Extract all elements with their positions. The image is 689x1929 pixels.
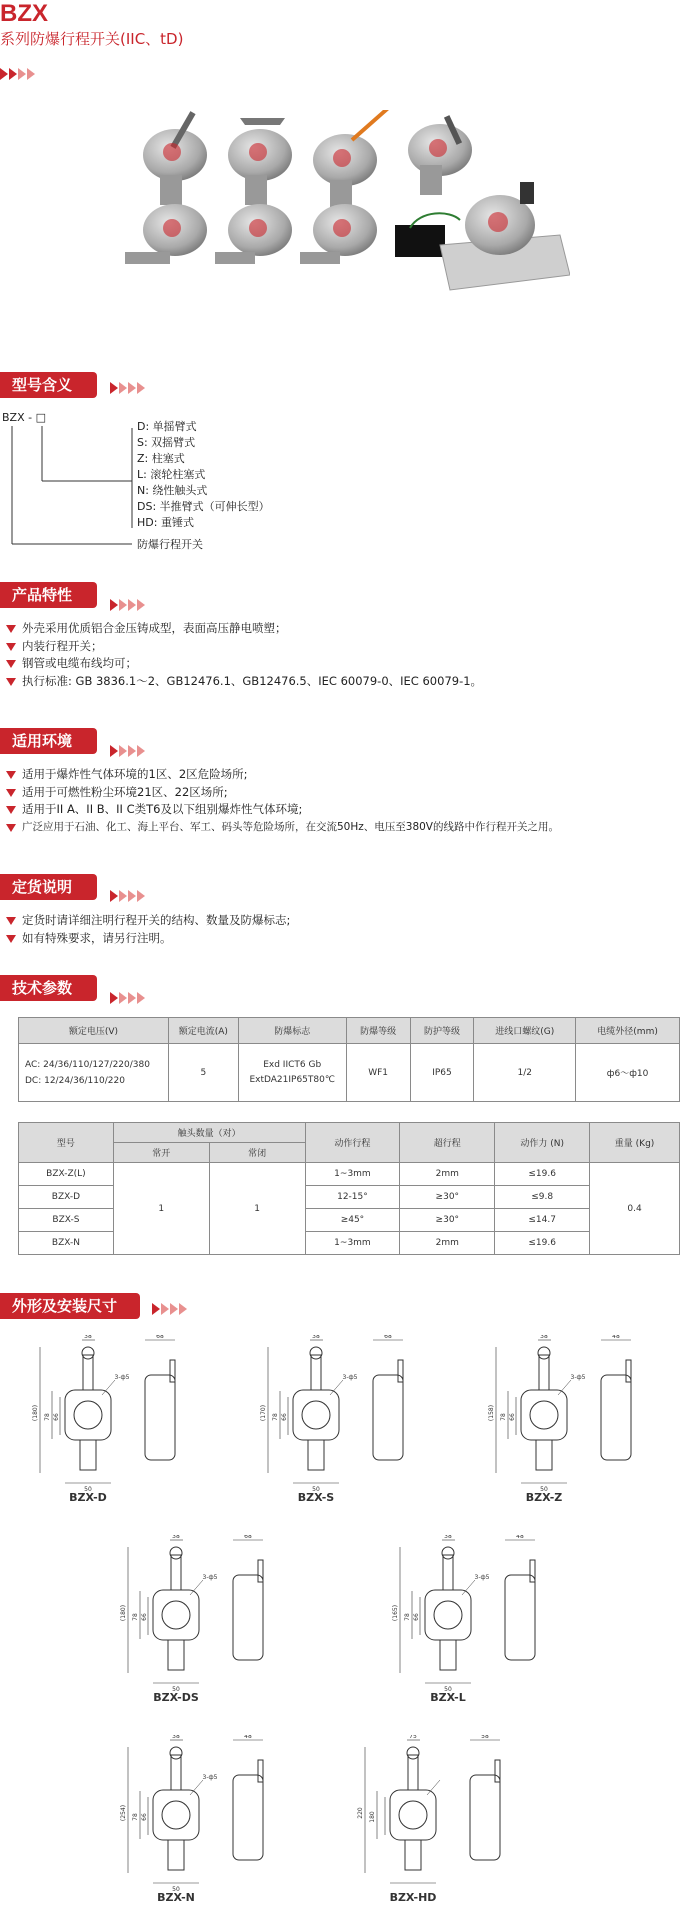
- cable-entry: [308, 1440, 324, 1470]
- model-option: D: 单摇臂式: [137, 420, 197, 433]
- dim-height: (165): [392, 1604, 399, 1622]
- actuator: [539, 1355, 549, 1390]
- table-cell: ≤9.8: [495, 1186, 590, 1209]
- actuator: [443, 1555, 453, 1590]
- dim-side-width: 68: [244, 1535, 252, 1540]
- table-cell: ≤19.6: [495, 1232, 590, 1255]
- front-cover: [530, 1401, 558, 1429]
- table-cell: ≤19.6: [495, 1163, 590, 1186]
- dimension-drawing-bzx-l: [380, 1535, 580, 1705]
- dim-base: 50: [172, 1686, 180, 1693]
- dim-side-width: 68: [384, 1335, 392, 1340]
- table-cell-mark: [238, 1044, 346, 1102]
- table-cell: 12-15°: [305, 1186, 400, 1209]
- cable-entry: [168, 1840, 184, 1870]
- page-subtitle: 系列防爆行程开关(IIC、tD): [0, 30, 184, 48]
- section-chevrons: [110, 989, 146, 1001]
- dim-height: (180): [120, 1604, 127, 1622]
- product-photo: [120, 110, 570, 325]
- front-body: [390, 1790, 436, 1840]
- table-header: 防爆等级: [346, 1018, 410, 1044]
- table-cell: BZX-Z(L): [19, 1163, 114, 1186]
- actuator: [83, 1355, 93, 1390]
- side-body: [233, 1575, 263, 1660]
- drawing-caption: BZX-D: [69, 1491, 107, 1504]
- table-cell: 1~3mm: [305, 1163, 400, 1186]
- drawing-caption: BZX-HD: [389, 1891, 437, 1904]
- cable-entry: [440, 1640, 456, 1670]
- dim-height-3: 66: [509, 1413, 516, 1421]
- table-header: 触头数量（对）: [113, 1123, 305, 1143]
- model-option: DS: 半推臂式（可伸长型）: [137, 500, 270, 513]
- cable-entry: [405, 1840, 421, 1870]
- dim-base: 50: [84, 1486, 92, 1493]
- ex-mark-gas: Exd IICT6 Gb: [263, 1059, 322, 1070]
- dim-width: 75: [409, 1735, 417, 1740]
- table-cell: 1: [113, 1163, 209, 1255]
- environment-list: [0, 766, 559, 836]
- table-cell: 1: [209, 1163, 305, 1255]
- table-cell: 2mm: [400, 1163, 495, 1186]
- model-option: N: 绕性触头式: [137, 484, 208, 497]
- table-cell: 5: [168, 1044, 238, 1102]
- model-diagram-lines: [0, 418, 140, 553]
- side-body: [601, 1375, 631, 1460]
- table-header: 重量 (Kg): [590, 1123, 680, 1163]
- front-cover: [74, 1401, 102, 1429]
- dim-holes: 3-ф5: [202, 1774, 218, 1781]
- front-body: [293, 1390, 339, 1440]
- dim-width: 38: [540, 1335, 548, 1340]
- dim-width: 38: [444, 1535, 452, 1540]
- dim-base: 50: [312, 1486, 320, 1493]
- cable-entry: [536, 1440, 552, 1470]
- table-cell: BZX-D: [19, 1186, 114, 1209]
- section-chevrons: [110, 379, 146, 391]
- front-body: [153, 1790, 199, 1840]
- table-row: [19, 1163, 680, 1186]
- dim-height-2: 78: [500, 1413, 507, 1421]
- dim-height-3: 66: [141, 1613, 148, 1621]
- roller: [82, 1347, 94, 1359]
- switch-4: [408, 115, 472, 195]
- switch-1: [143, 111, 207, 205]
- dim-holes: 3-ф5: [202, 1574, 218, 1581]
- table-header: 额定电压(V): [19, 1018, 169, 1044]
- dim-width: 38: [172, 1535, 180, 1540]
- model-base-label: 防爆行程开关: [137, 538, 203, 551]
- table-header: 超行程: [400, 1123, 495, 1163]
- dimension-drawing-bzx-hd: [345, 1735, 585, 1905]
- list-item: 广泛应用于石油、化工、海上平台、军工、码头等危险场所，在交流50Hz、电压至380V的线路中作行程开关之用。: [0, 819, 559, 837]
- table-cell: 0.4: [590, 1163, 680, 1255]
- ordering-list: [0, 912, 290, 947]
- features-list: [0, 620, 482, 690]
- ex-mark-dust: ExtDA21IP65T80℃: [249, 1074, 335, 1085]
- front-body: [425, 1590, 471, 1640]
- dim-base: 50: [540, 1486, 548, 1493]
- switch-5: [125, 204, 207, 264]
- dim-width: 38: [84, 1335, 92, 1340]
- roller: [310, 1347, 322, 1359]
- actuator: [171, 1755, 181, 1790]
- switch-8: [395, 182, 570, 290]
- dim-holes: 3-ф5: [114, 1374, 130, 1381]
- table-cell: 1/2: [474, 1044, 576, 1102]
- dimension-drawing-bzx-z: [476, 1335, 676, 1505]
- roller: [170, 1747, 182, 1759]
- side-body: [373, 1375, 403, 1460]
- dim-height: (254): [120, 1804, 127, 1822]
- dim-width: 38: [312, 1335, 320, 1340]
- voltage-ac: AC: 24/36/110/127/220/380: [25, 1059, 150, 1070]
- front-body: [153, 1590, 199, 1640]
- model-options: [137, 419, 270, 531]
- table-cell: ≤14.7: [495, 1209, 590, 1232]
- dim-height-2: 78: [132, 1813, 139, 1821]
- tech-table-2: [18, 1122, 680, 1255]
- dim-height-3: 66: [413, 1613, 420, 1621]
- table-cell: ф6～ф10: [576, 1044, 680, 1102]
- dim-side-width: 48: [612, 1335, 620, 1340]
- section-header-ordering: 定货说明: [0, 874, 97, 900]
- list-item: 定货时请详细注明行程开关的结构、数量及防爆标志;: [0, 912, 290, 930]
- dim-height-2: 78: [132, 1613, 139, 1621]
- cable-entry: [168, 1640, 184, 1670]
- dimension-drawing-bzx-ds: [108, 1535, 308, 1705]
- list-item: 外壳采用优质铝合金压铸成型，表面高压静电喷塑；: [0, 620, 482, 638]
- table-cell-voltage: [19, 1044, 169, 1102]
- model-option: HD: 重锤式: [137, 516, 194, 529]
- table-cell: IP65: [410, 1044, 474, 1102]
- table-cell: ≥45°: [305, 1209, 400, 1232]
- switch-3: [313, 110, 395, 210]
- table-cell: ≥30°: [400, 1209, 495, 1232]
- table-cell: WF1: [346, 1044, 410, 1102]
- table-header: 防护等级: [410, 1018, 474, 1044]
- front-body: [521, 1390, 567, 1440]
- section-chevrons: [110, 742, 146, 754]
- section-header-tech: 技术参数: [0, 975, 97, 1001]
- dim-side-width: 48: [244, 1735, 252, 1740]
- actuator: [311, 1355, 321, 1390]
- cable-entry: [80, 1440, 96, 1470]
- model-option: Z: 柱塞式: [137, 452, 185, 465]
- drawing-caption: BZX-N: [157, 1891, 195, 1904]
- switch-2: [228, 118, 292, 205]
- section-chevrons: [110, 887, 146, 899]
- side-body: [505, 1575, 535, 1660]
- table-header: 常开: [113, 1143, 209, 1163]
- dim-side-width: 68: [156, 1335, 164, 1340]
- voltage-dc: DC: 12/24/36/110/220: [25, 1075, 125, 1086]
- dim-height-3: 66: [53, 1413, 60, 1421]
- dim-height: (170): [260, 1404, 267, 1422]
- side-body: [145, 1375, 175, 1460]
- switch-7: [300, 204, 377, 264]
- front-body: [65, 1390, 111, 1440]
- roller: [407, 1747, 419, 1759]
- section-header-model: 型号含义: [0, 372, 97, 398]
- section-header-features: 产品特性: [0, 582, 97, 608]
- dim-holes: 3-ф5: [570, 1374, 586, 1381]
- dim-holes: 3-ф5: [342, 1374, 358, 1381]
- table-header: 防爆标志: [238, 1018, 346, 1044]
- dim-holes: 3-ф5: [474, 1574, 490, 1581]
- roller: [170, 1547, 182, 1559]
- list-item: 钢管或电缆布线均可；: [0, 655, 482, 673]
- dim-height: 220: [357, 1807, 364, 1819]
- dim-base: 50: [172, 1886, 180, 1893]
- section-chevrons: [110, 596, 146, 608]
- front-cover: [399, 1801, 427, 1829]
- dim-height-2: 78: [404, 1613, 411, 1621]
- front-cover: [434, 1601, 462, 1629]
- list-item: 适用于爆炸性气体环境的1区、2区危险场所;: [0, 766, 559, 784]
- table-cell: BZX-N: [19, 1232, 114, 1255]
- table-header: 型号: [19, 1123, 114, 1163]
- front-cover: [302, 1401, 330, 1429]
- switch-6: [215, 204, 292, 264]
- table-cell: BZX-S: [19, 1209, 114, 1232]
- table-header: 进线口螺纹(G): [474, 1018, 576, 1044]
- section-header-dimensions: 外形及安装尺寸: [0, 1293, 140, 1319]
- model-option: S: 双摇臂式: [137, 436, 196, 449]
- dim-height-2: 180: [369, 1811, 376, 1823]
- section-chevrons: [152, 1300, 188, 1312]
- table-header: 电缆外径(mm): [576, 1018, 680, 1044]
- dimension-drawing-bzx-s: [248, 1335, 448, 1505]
- dim-side-width: 58: [481, 1735, 489, 1740]
- side-body: [470, 1775, 500, 1860]
- list-item: 适用于II A、II B、II C类T6及以下组别爆炸性气体环境;: [0, 801, 559, 819]
- header-chevrons: [0, 65, 36, 84]
- side-body: [233, 1775, 263, 1860]
- drawing-caption: BZX-DS: [153, 1691, 199, 1704]
- dim-height: (180): [32, 1404, 39, 1422]
- list-item: 内装行程开关；: [0, 638, 482, 656]
- table-header: 动作力 (N): [495, 1123, 590, 1163]
- table-header: 常闭: [209, 1143, 305, 1163]
- actuator: [408, 1755, 418, 1790]
- dim-height-2: 78: [272, 1413, 279, 1421]
- dim-height-2: 78: [44, 1413, 51, 1421]
- list-item: 适用于可燃性粉尘环境21区、22区场所;: [0, 784, 559, 802]
- model-option: L: 滚轮柱塞式: [137, 468, 206, 481]
- section-header-environment: 适用环境: [0, 728, 97, 754]
- front-cover: [162, 1801, 190, 1829]
- dim-height-3: 66: [281, 1413, 288, 1421]
- table-cell: 2mm: [400, 1232, 495, 1255]
- model-code: BZX - □: [2, 411, 46, 424]
- dim-side-width: 48: [516, 1535, 524, 1540]
- list-item: 如有特殊要求，请另行注明。: [0, 930, 290, 948]
- drawing-caption: BZX-L: [430, 1691, 466, 1704]
- dim-width: 38: [172, 1735, 180, 1740]
- tech-table-1: [18, 1017, 680, 1102]
- table-header: 动作行程: [305, 1123, 400, 1163]
- dim-base: 50: [444, 1686, 452, 1693]
- drawing-caption: BZX-Z: [525, 1491, 563, 1504]
- page-title: BZX: [0, 0, 48, 27]
- list-item: 执行标准: GB 3836.1～2、GB12476.1、GB12476.5、IEC 60079-0、IEC 60079-1。: [0, 673, 482, 691]
- dim-height-3: 66: [141, 1813, 148, 1821]
- front-cover: [162, 1601, 190, 1629]
- table-header: 额定电流(A): [168, 1018, 238, 1044]
- dim-height: (158): [488, 1404, 495, 1422]
- roller: [442, 1547, 454, 1559]
- dimension-drawing-bzx-d: [20, 1335, 220, 1505]
- roller: [538, 1347, 550, 1359]
- dimension-drawing-bzx-n: [108, 1735, 308, 1905]
- table-cell: ≥30°: [400, 1186, 495, 1209]
- drawing-caption: BZX-S: [297, 1491, 335, 1504]
- actuator: [171, 1555, 181, 1590]
- table-cell: 1~3mm: [305, 1232, 400, 1255]
